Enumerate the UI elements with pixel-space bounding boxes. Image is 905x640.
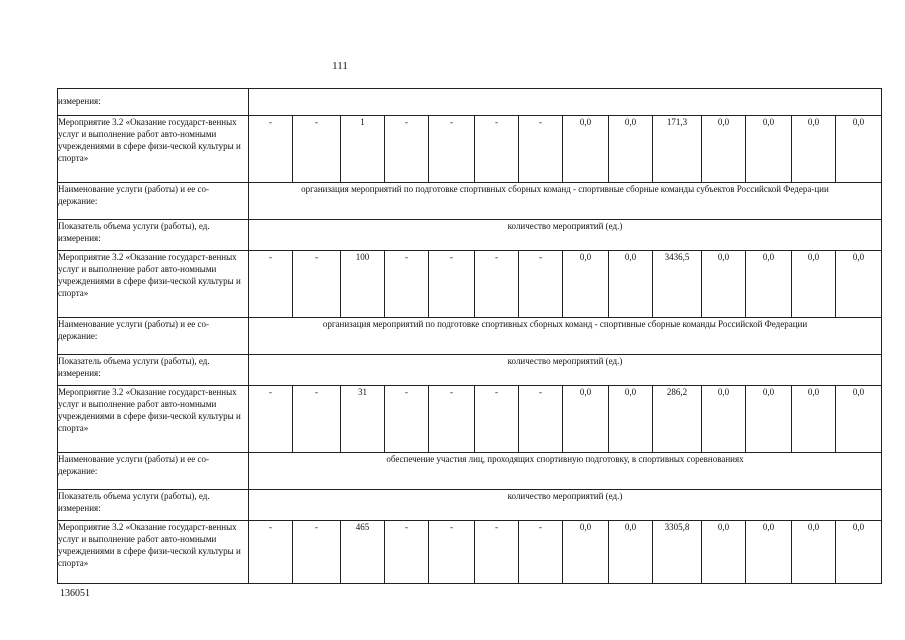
value-cell: 0,0 (563, 386, 609, 453)
value-cell: - (519, 116, 563, 183)
value-cell: - (429, 116, 475, 183)
value-cell: 0,0 (836, 521, 882, 584)
empty-cell (249, 89, 882, 116)
value-cell: - (293, 386, 341, 453)
value-cell: - (385, 386, 429, 453)
value-cell: 0,0 (746, 521, 792, 584)
page-number: 111 (332, 60, 348, 72)
value-cell: 0,0 (792, 251, 836, 318)
row-label: Показатель объема услуги (работы), ед. измерения: (58, 220, 249, 251)
value-cell: - (429, 386, 475, 453)
table-row (58, 251, 882, 318)
table-row (58, 318, 882, 355)
value-cell: 171,3 (653, 116, 702, 183)
value-cell: 3305,8 (653, 521, 702, 584)
value-cell: 465 (341, 521, 385, 584)
value-cell: 31 (341, 386, 385, 453)
value-cell: 0,0 (702, 386, 746, 453)
table-row (58, 386, 882, 453)
value-cell: 0,0 (563, 116, 609, 183)
value-cell: - (293, 116, 341, 183)
value-cell: 0,0 (609, 386, 653, 453)
value-cell: 0,0 (836, 386, 882, 453)
value-cell: 0,0 (563, 521, 609, 584)
indicator-description: количество мероприятий (ед.) (249, 490, 882, 521)
row-label: Мероприятие 3.2 «Оказание государст-венных услуг и выполнение работ авто-номными учреждениями в сфере физи-ческой культуры и спорта» (58, 116, 249, 183)
value-cell: - (475, 521, 519, 584)
value-cell: 0,0 (746, 251, 792, 318)
value-cell: 100 (341, 251, 385, 318)
service-description: организация мероприятий по подготовке спортивных сборных команд - спортивные сборные команды Российской Федерации (249, 318, 882, 355)
value-cell: 0,0 (609, 116, 653, 183)
value-cell: - (385, 116, 429, 183)
table-row (58, 453, 882, 490)
row-label: Показатель объема услуги (работы), ед. измерения: (58, 490, 249, 521)
table-row (58, 89, 882, 116)
value-cell: - (249, 386, 293, 453)
value-cell: - (249, 521, 293, 584)
value-cell: 0,0 (836, 251, 882, 318)
row-label: измерения: (58, 89, 249, 116)
row-label: Наименование услуги (работы) и ее со-держание: (58, 318, 249, 355)
table-row (58, 116, 882, 183)
table-row (58, 183, 882, 220)
value-cell: 286,2 (653, 386, 702, 453)
row-label: Мероприятие 3.2 «Оказание государст-венных услуг и выполнение работ авто-номными учреждениями в сфере физи-ческой культуры и спорта» (58, 251, 249, 318)
indicator-description: количество мероприятий (ед.) (249, 220, 882, 251)
value-cell: 0,0 (609, 521, 653, 584)
value-cell: - (429, 521, 475, 584)
value-cell: 0,0 (836, 116, 882, 183)
value-cell: 0,0 (702, 116, 746, 183)
value-cell: - (519, 251, 563, 318)
value-cell: 1 (341, 116, 385, 183)
service-description: организация мероприятий по подготовке спортивных сборных команд - спортивные сборные команды субъектов Российской Федера-ции (249, 183, 882, 220)
service-description: обеспечение участия лиц, проходящих спортивную подготовку, в спортивных соревнованиях (249, 453, 882, 490)
value-cell: - (475, 116, 519, 183)
row-label: Наименование услуги (работы) и ее со-держание: (58, 183, 249, 220)
row-label: Показатель объема услуги (работы), ед. измерения: (58, 355, 249, 386)
value-cell: 0,0 (792, 386, 836, 453)
table-row (58, 355, 882, 386)
row-label: Наименование услуги (работы) и ее со-держание: (58, 453, 249, 490)
value-cell: - (249, 251, 293, 318)
value-cell: 0,0 (702, 521, 746, 584)
value-cell: 0,0 (792, 521, 836, 584)
table-row (58, 220, 882, 251)
budget-table (57, 88, 882, 584)
row-label: Мероприятие 3.2 «Оказание государст-венных услуг и выполнение работ авто-номными учреждениями в сфере физи-ческой культуры и спорта» (58, 386, 249, 453)
value-cell: 0,0 (792, 116, 836, 183)
value-cell: 0,0 (746, 116, 792, 183)
row-label: Мероприятие 3.2 «Оказание государст-венных услуг и выполнение работ авто-номными учреждениями в сфере физи-ческой культуры и спорта» (58, 521, 249, 584)
value-cell: 0,0 (702, 251, 746, 318)
value-cell: - (385, 251, 429, 318)
value-cell: - (385, 521, 429, 584)
value-cell: - (475, 251, 519, 318)
value-cell: - (293, 521, 341, 584)
value-cell: - (249, 116, 293, 183)
table-row (58, 490, 882, 521)
document-code: 136051 (60, 588, 90, 599)
indicator-description: количество мероприятий (ед.) (249, 355, 882, 386)
value-cell: 0,0 (563, 251, 609, 318)
value-cell: - (519, 521, 563, 584)
value-cell: - (293, 251, 341, 318)
value-cell: - (429, 251, 475, 318)
value-cell: 3436,5 (653, 251, 702, 318)
value-cell: - (519, 386, 563, 453)
value-cell: - (475, 386, 519, 453)
value-cell: 0,0 (746, 386, 792, 453)
table-row (58, 521, 882, 584)
value-cell: 0,0 (609, 251, 653, 318)
